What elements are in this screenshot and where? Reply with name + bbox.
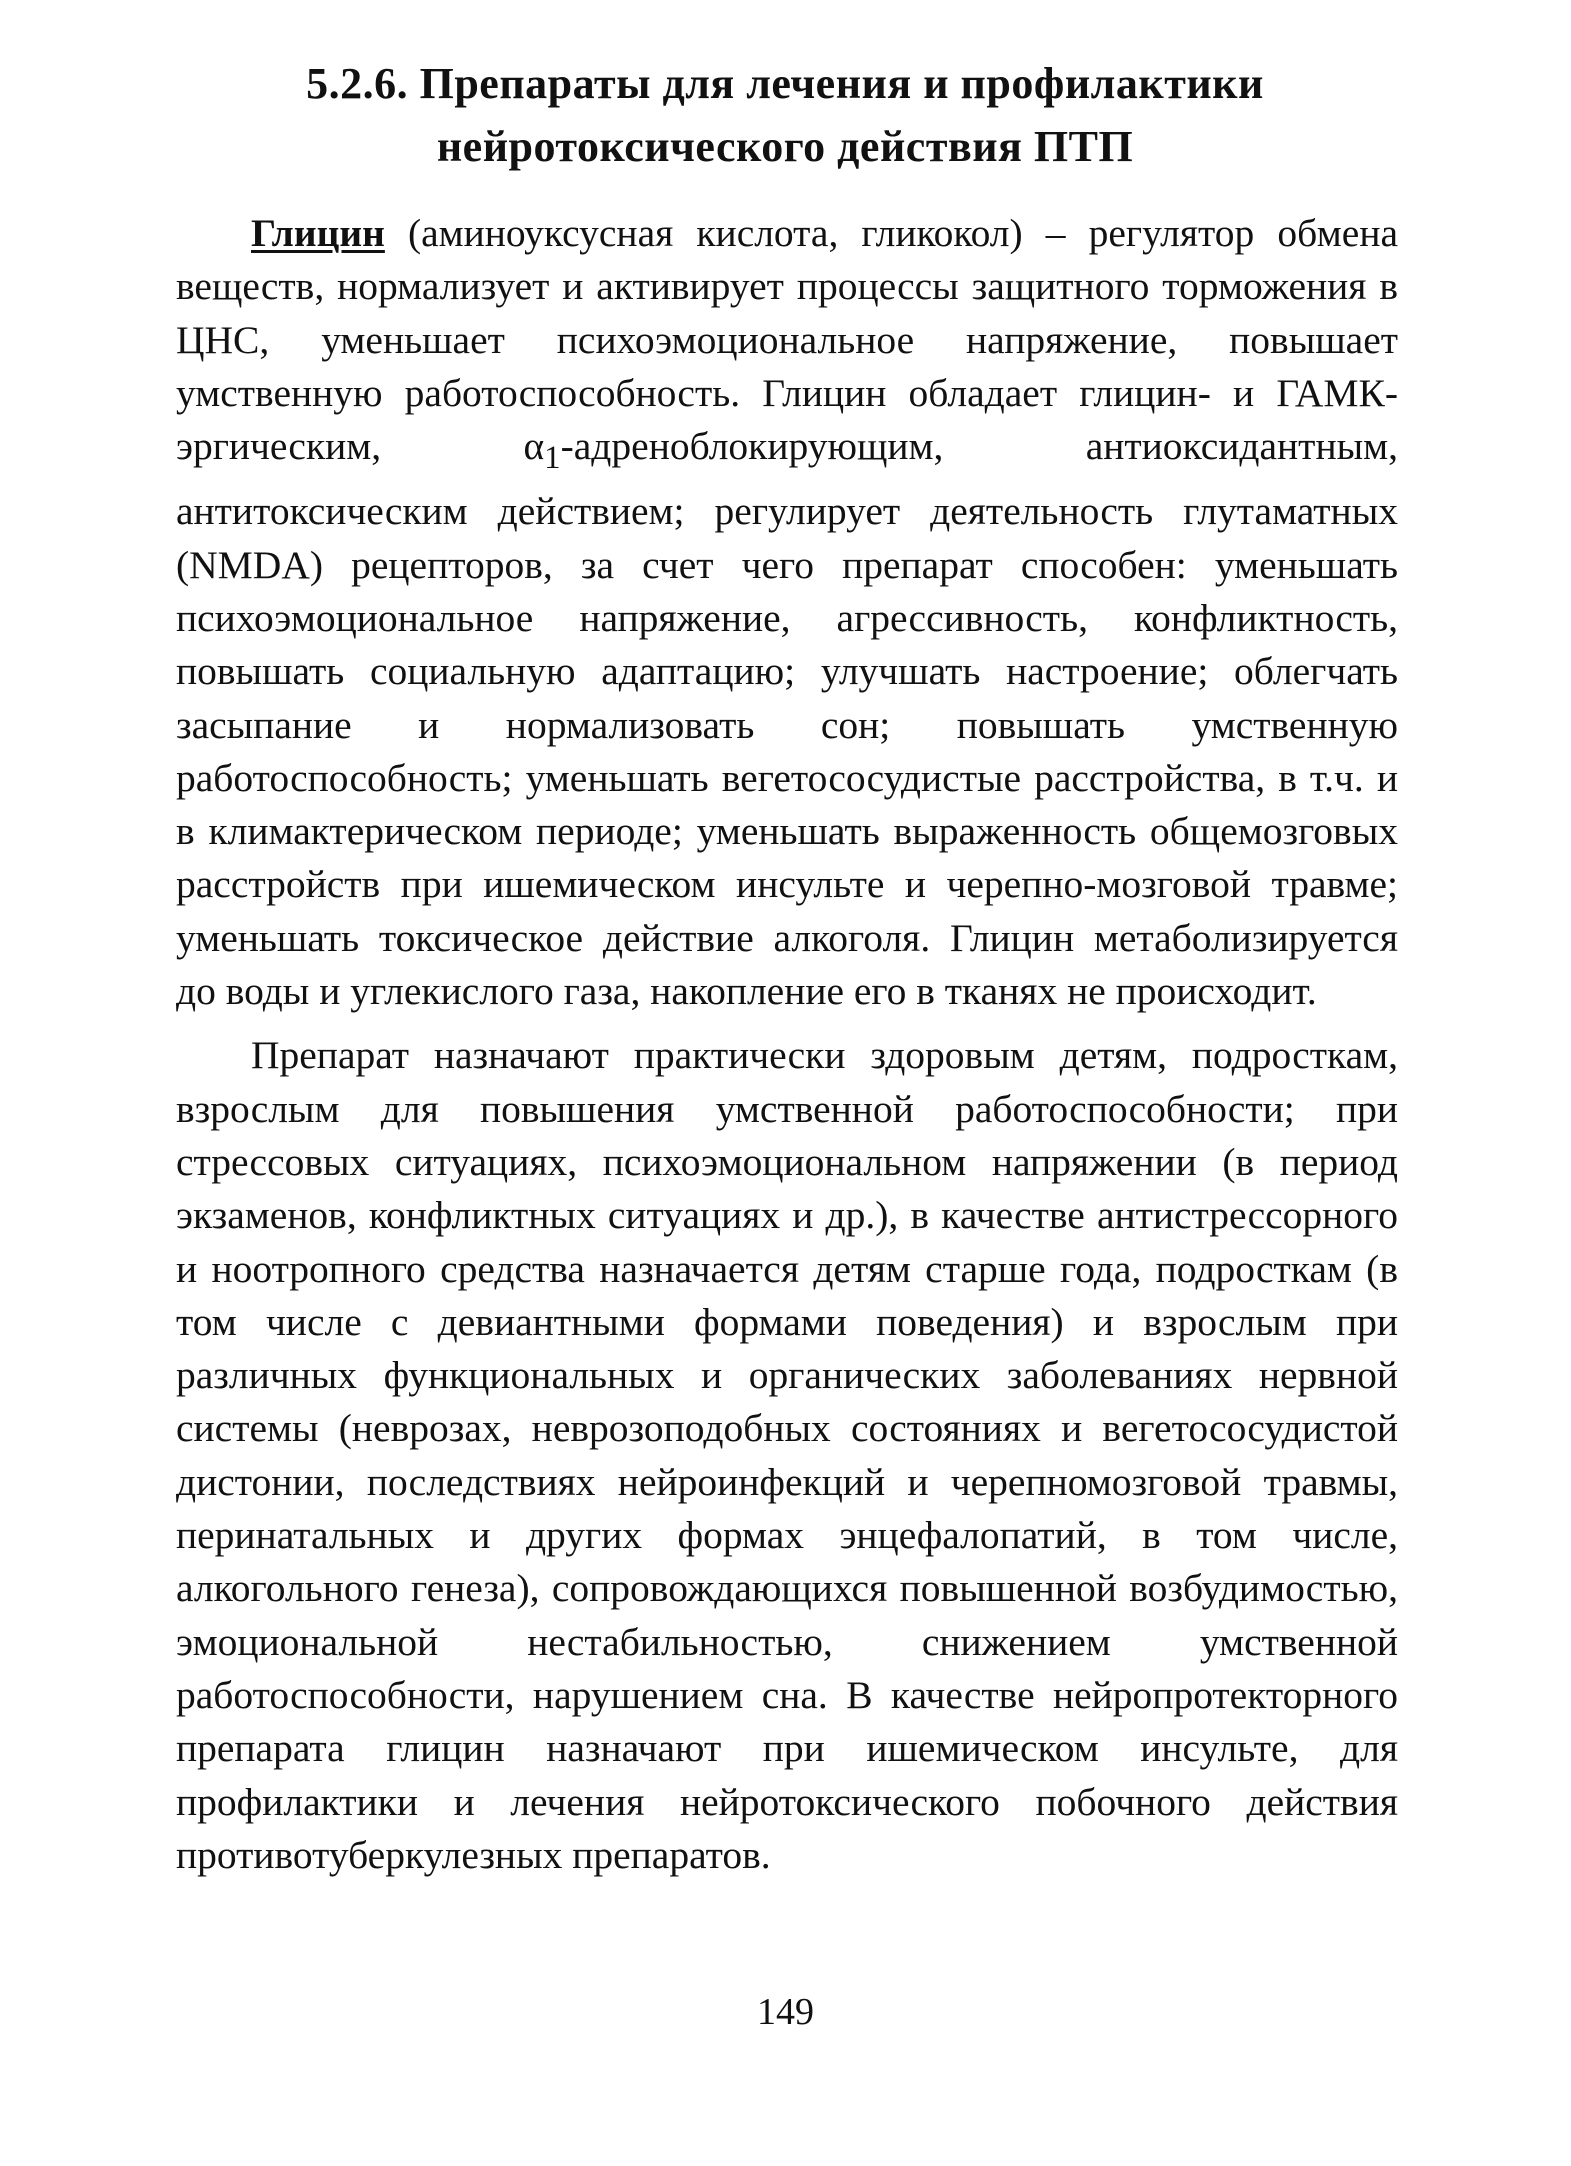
section-heading [170, 52, 1400, 178]
page-number: 149 [757, 1991, 814, 2033]
drug-name-term: Глицин [251, 211, 385, 255]
alpha-subscript: 1 [544, 440, 561, 477]
paragraph-1-text-part-2: -адреноблокирующим, антиоксидантным, антитоксическим действием; регулирует деятельность глутаматных (NMDA) рецепторов, за счет чего препарат способен: уменьшать психоэмоциональное напряжение, агрессивность, конфликтность, повышать социальную адаптацию; улучшать настроение; облегчать засыпание и нормализовать сон; повышать умственную работоспособность; уменьшать вегетососудистые расстройства, в т.ч. и в климактерическом периоде; уменьшать выраженность общемозговых расстройств при ишемическом инсульте и черепно-мозговой травме; уменьшать токсическое действие алкоголя. Глицин метаболизируется до воды и углекислого газа, накопление его в тканях не происходит. [176, 424, 1398, 1014]
paragraph-1-text-part-1: (аминоуксусная кислота, гликокол) – регулятор обмена веществ, нормализует и активирует процессы защитного торможения в ЦНС, уменьшает психоэмоциональное напряжение, повышает умственную работоспособность. Глицин обладает глицин- и ГАМК-эргическим, α [176, 211, 1398, 469]
section-heading-line-1: 5.2.6. Препараты для лечения и профилактики [306, 59, 1264, 108]
paragraph-glycine-description [176, 207, 1398, 1018]
paragraph-glycine-indications: Препарат назначают практически здоровым детям, подросткам, взрослым для повышения умственной работоспособности; при стрессовых ситуациях, психоэмоциональном напряжении (в период экзаменов, конфликтных ситуациях и др.), в качестве антистрессорного и ноотропного средства назначается детям старше года, подросткам (в том числе с девиантными формами поведения) и взрослым при различных функциональных и органических заболеваниях нервной системы (неврозах, неврозоподобных состояниях и вегетососудистой дистонии, последствиях нейроинфекций и черепномозговой травмы, перинатальных и других формах энцефалопатий, в том числе, алкогольного генеза), сопровождающихся повышенной возбудимостью, эмоциональной нестабильностью, снижением умственной работоспособности, нарушением сна. В качестве нейропротекторного препарата глицин назначают при ишемическом инсульте, для профилактики и лечения нейротоксического побочного действия противотуберкулезных препаратов. [176, 1033, 1398, 1877]
section-heading-line-2: нейротоксического действия ПТП [436, 122, 1134, 171]
body-text [176, 207, 1398, 1882]
